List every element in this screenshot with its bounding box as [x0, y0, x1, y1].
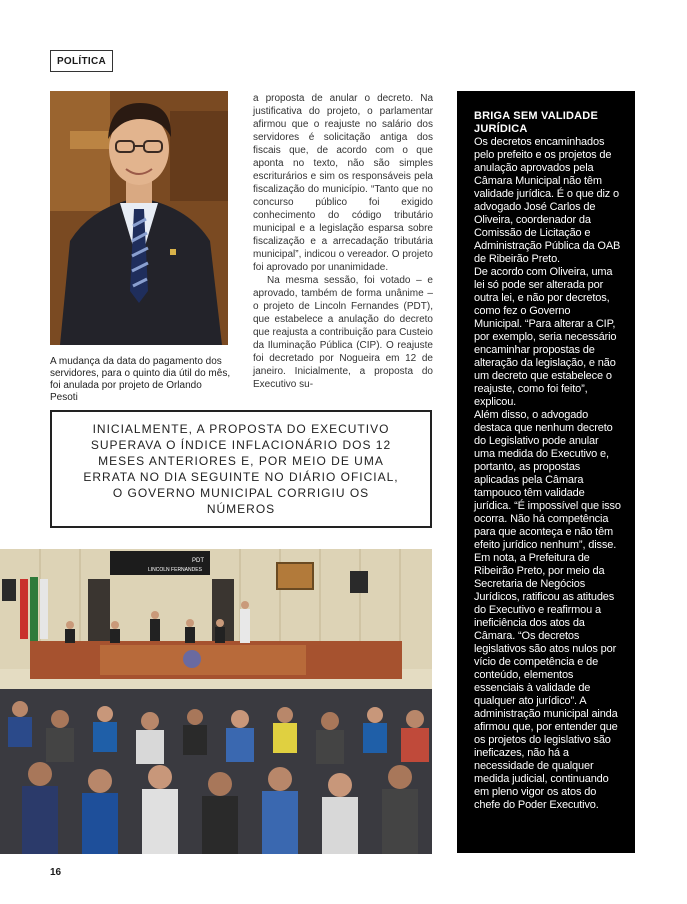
sidebar-paragraph: De acordo com Oliveira, uma lei só pode ser alterada por outra lei, e não por decretos, como fez o Governo Municipal. “Para alterar a CIP, por exemplo, seria necessário encaminhar propostas de alteração da legislação, e não um decreto que estabelece o reajuste, como foi feito”, explicou.	[474, 266, 617, 408]
body-paragraph: a proposta de anular o decreto. Na justificativa do projeto, o parlamentar afirmou que o reajuste no salário dos servidores é solicitação antiga dos fiscais que, de acordo com o que aponta no texto, não são simples escriturários e sim os responsáveis pela fiscalização do município. “Tanto que no concurso público foi exigido conhecimento do código tributário municipal e a legislação esparsa sobre fiscalização e a arrecadação tributária municipal”, indicou o vereador. O projeto foi aprovado por unanimidade.	[253, 93, 433, 273]
portrait-photo	[50, 91, 228, 345]
plenary-session-photo	[0, 549, 432, 854]
section-label: POLÍTICA	[50, 50, 113, 72]
screen-party-label: PDT	[192, 558, 204, 564]
sidebar-box	[457, 91, 635, 853]
page-number: 16	[50, 867, 62, 878]
pull-quote: INICIALMENTE, A PROPOSTA DO EXECUTIVO SUPERAVA O ÍNDICE INFLACIONÁRIO DOS 12 MESES ANTERIORES E, POR MEIO DE UMA ERRATA NO DIA SEGUINTE NO DIÁRIO OFICIAL, O GOVERNO MUNICIPAL CORRIGIU OS NÚMEROS	[50, 410, 432, 528]
portrait-illustration	[50, 91, 228, 345]
screen-name-label: LINCOLN FERNANDES	[148, 567, 202, 573]
sidebar-paragraph: Os decretos encaminhados pelo prefeito e os projetos de anulação aprovados pela Câmara Municipal não têm validade jurídica. É o que diz o advogado José Carlos de Oliveira, coordenador da Comissão de Licitação e Administração Pública da OAB de Ribeirão Preto.	[474, 136, 621, 265]
photo-caption: A mudança da data do pagamento dos servidores, para o quinto dia útil do mês, foi anulada por projeto de Orlando Pesoti	[50, 356, 231, 403]
sidebar-paragraph: Em nota, a Prefeitura de Ribeirão Preto, por meio da Secretaria de Negócios Jurídicos, ratificou as atitudes do Executivo e reafirmou a ineficiência dos atos da Câmara. “Os decretos legislativos são atos nulos por vício de competência e de conteúdo, elementos essenciais à validade de qualquer ato jurídico”. A administração municipal ainda afirmou que, por entender que os projetos do legislativo são ineficazes, não há a necessidade de qualquer medida judicial, continuando em pleno vigor os atos do chefe do Poder Executivo.	[474, 552, 618, 811]
sidebar-title: BRIGA SEM VALIDADE JURÍDICA	[474, 110, 598, 135]
sidebar-paragraph: Além disso, o advogado destaca que nenhum decreto do Legislativo pode anular uma medida do Executivo e, portanto, as propostas aplicadas pela Câmara tampouco têm validade jurídica. “É impossível que isso ocorra. Não há competência para que aconteça e não têm efeito jurídico nenhum”, disse.	[474, 409, 621, 551]
body-paragraph: Na mesma sessão, foi votado – e aprovado, também de forma unânime – o projeto de Lincoln Fernandes (PDT), que estabelece a anulação do decreto que reajusta a contribuição para Custeio da Iluminação Pública (CIP). O reajuste foi decretado por Nogueira em 12 de janeiro. Inicialmente, a proposta do Executivo su-	[253, 275, 433, 390]
article-body	[253, 92, 433, 391]
plenary-illustration	[0, 549, 432, 854]
